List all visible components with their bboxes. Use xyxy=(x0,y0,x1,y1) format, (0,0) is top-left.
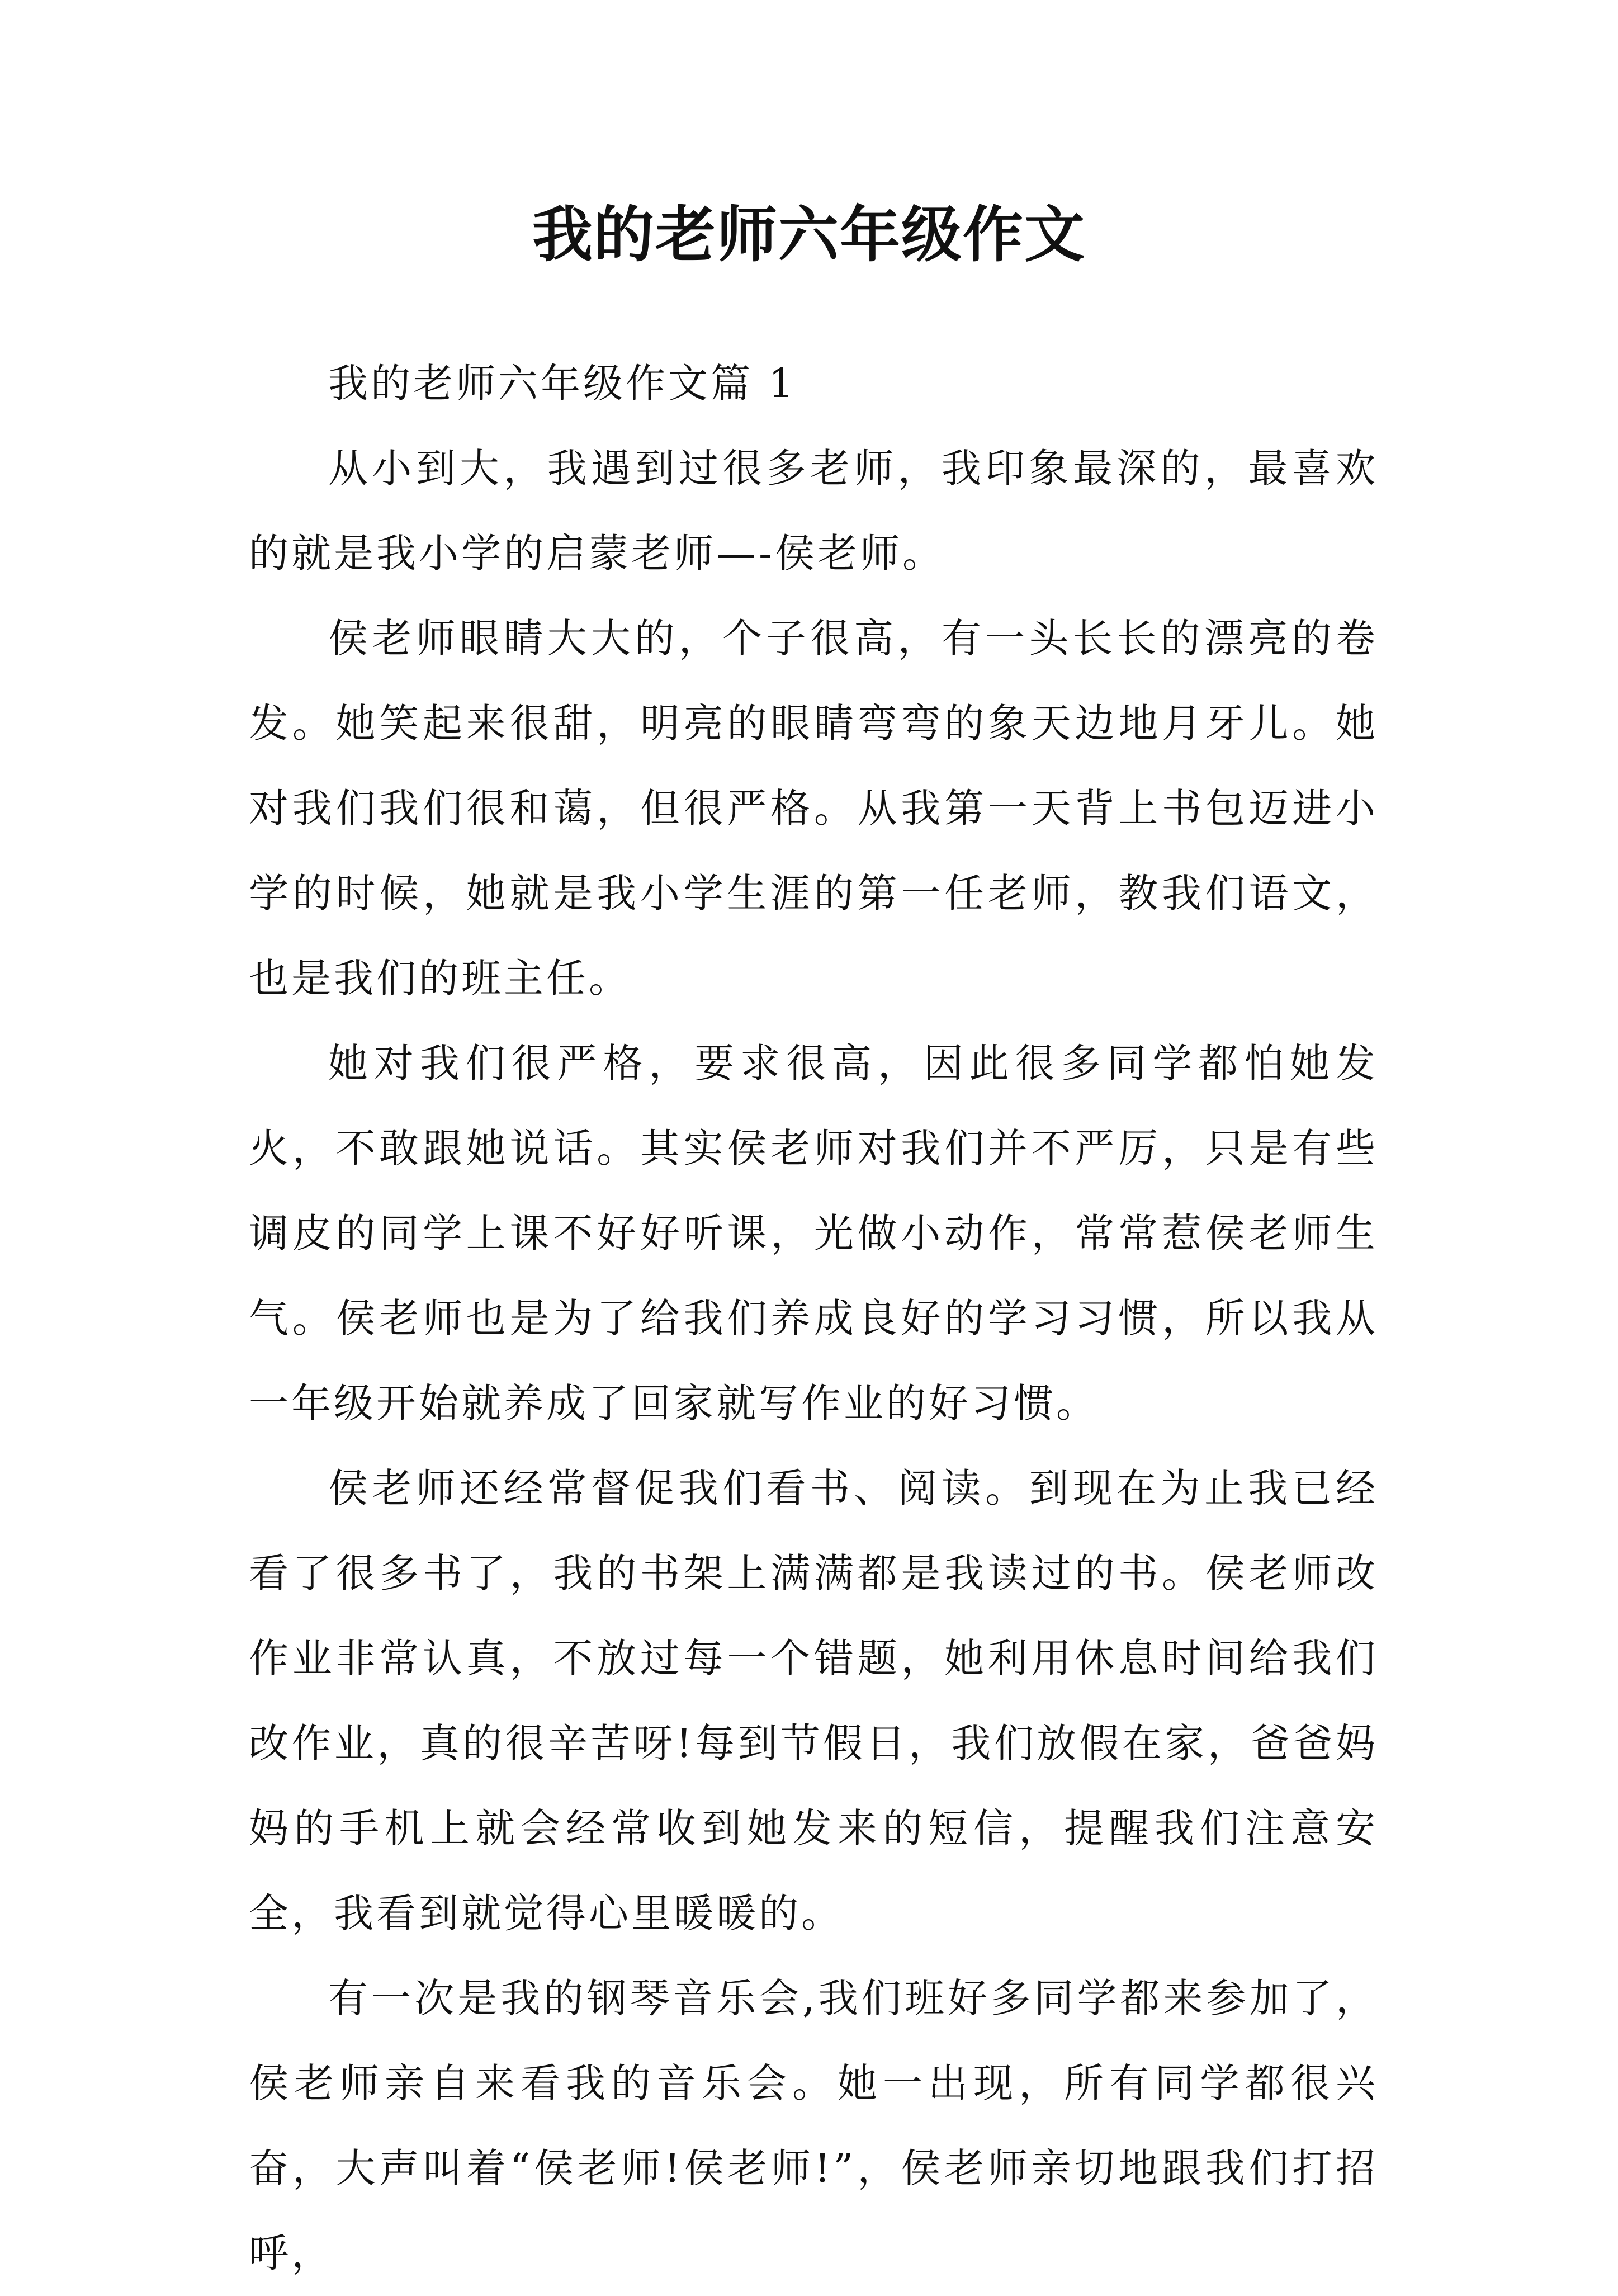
paragraph-4: 侯老师还经常督促我们看书、阅读。到现在为止我已经看了很多书了，我的书架上满满都是我读过的书。侯老师改作业非常认真，不放过每一个错题，她利用休息时间给我们改作业，真的很辛苦呀!每到节假日，我们放假在家，爸爸妈妈的手机上就会经常收到她发来的短信，提醒我们注意安全，我看到就觉得心里暖暖的。 xyxy=(249,1465,1378,1936)
document-body xyxy=(249,341,1378,2296)
paragraph-3: 她对我们很严格，要求很高，因此很多同学都怕她发火，不敢跟她说话。其实侯老师对我们并不严厉，只是有些调皮的同学上课不好好听课，光做小动作，常常惹侯老师生气。侯老师也是为了给我们养成良好的学习习惯，所以我从一年级开始就养成了回家就写作业的好习惯。 xyxy=(249,1040,1378,1426)
document-title: 我的老师六年级作文 xyxy=(532,200,1086,270)
paragraph-5: 有一次是我的钢琴音乐会,我们班好多同学都来参加了，侯老师亲自来看我的音乐会。她一出现，所有同学都很兴奋，大声叫着“侯老师!侯老师!”，侯老师亲切地跟我们打招呼， xyxy=(249,1975,1378,2276)
paragraph-1: 从小到大，我遇到过很多老师，我印象最深的，最喜欢的就是我小学的启蒙老师—-侯老师。 xyxy=(249,445,1378,577)
paragraph-2: 侯老师眼睛大大的，个子很高，有一头长长的漂亮的卷发。她笑起来很甜，明亮的眼睛弯弯的象天边地月牙儿。她对我们我们很和蔼，但很严格。从我第一天背上书包迈进小学的时候，她就是我小学生涯的第一任老师，教我们语文，也是我们的班主任。 xyxy=(249,615,1378,1001)
section-heading: 我的老师六年级作文篇 1 xyxy=(328,360,797,407)
